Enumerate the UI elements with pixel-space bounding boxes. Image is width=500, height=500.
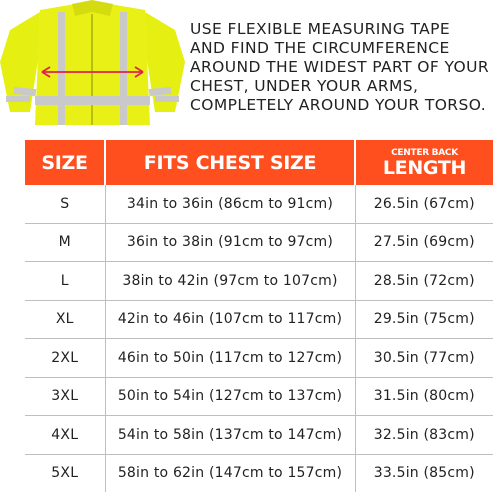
header-size: SIZE bbox=[25, 140, 105, 185]
chest-size-cell: 36in to 38in (91cm to 97cm) bbox=[105, 223, 355, 262]
size-cell: 2XL bbox=[25, 339, 105, 378]
header-chest-size: FITS CHEST SIZE bbox=[105, 140, 355, 185]
size-cell: 5XL bbox=[25, 454, 105, 492]
back-length-cell: 28.5in (72cm) bbox=[355, 262, 493, 301]
table-header-row bbox=[25, 140, 493, 185]
table-row bbox=[25, 377, 493, 416]
table-row bbox=[25, 416, 493, 455]
back-length-cell: 31.5in (80cm) bbox=[355, 377, 493, 416]
chest-size-cell: 50in to 54in (127cm to 137cm) bbox=[105, 377, 355, 416]
chest-size-cell: 34in to 36in (86cm to 91cm) bbox=[105, 185, 355, 223]
back-length-cell: 26.5in (67cm) bbox=[355, 185, 493, 223]
size-cell: L bbox=[25, 262, 105, 301]
header-back-length-top: CENTER BACK bbox=[391, 148, 458, 158]
size-cell: M bbox=[25, 223, 105, 262]
back-length-cell: 27.5in (69cm) bbox=[355, 223, 493, 262]
chest-size-cell: 58in to 62in (147cm to 157cm) bbox=[105, 454, 355, 492]
size-cell: 3XL bbox=[25, 377, 105, 416]
table-row bbox=[25, 185, 493, 223]
size-cell: S bbox=[25, 185, 105, 223]
chest-size-cell: 42in to 46in (107cm to 117cm) bbox=[105, 300, 355, 339]
table-row bbox=[25, 339, 493, 378]
header-back-length-bottom: LENGTH bbox=[382, 157, 467, 179]
back-length-cell: 30.5in (77cm) bbox=[355, 339, 493, 378]
chest-size-cell: 54in to 58in (137cm to 147cm) bbox=[105, 416, 355, 455]
table-row bbox=[25, 454, 493, 492]
back-length-cell: 33.5in (85cm) bbox=[373, 465, 475, 482]
size-cell: 4XL bbox=[25, 416, 105, 455]
size-chart-table bbox=[25, 140, 493, 492]
table-row bbox=[25, 300, 493, 339]
jacket-illustration bbox=[0, 0, 185, 125]
chest-size-cell: 38in to 42in (97cm to 107cm) bbox=[105, 262, 355, 301]
back-length-cell: 32.5in (83cm) bbox=[355, 416, 493, 455]
back-length-cell: 29.5in (75cm) bbox=[355, 300, 493, 339]
table-row bbox=[25, 262, 493, 301]
table-row bbox=[25, 223, 493, 262]
size-cell: XL bbox=[25, 300, 105, 339]
chest-size-cell: 46in to 50in (117cm to 127cm) bbox=[105, 339, 355, 378]
header-back-length bbox=[355, 140, 493, 185]
measuring-instructions: USE FLEXIBLE MEASURING TAPE AND FIND THE CIRCUMFERENCE AROUND THE WIDEST PART OF YOUR CHEST, UNDER YOUR ARMS, COMPLETELY AROUND YOUR TORSO. bbox=[190, 20, 490, 114]
